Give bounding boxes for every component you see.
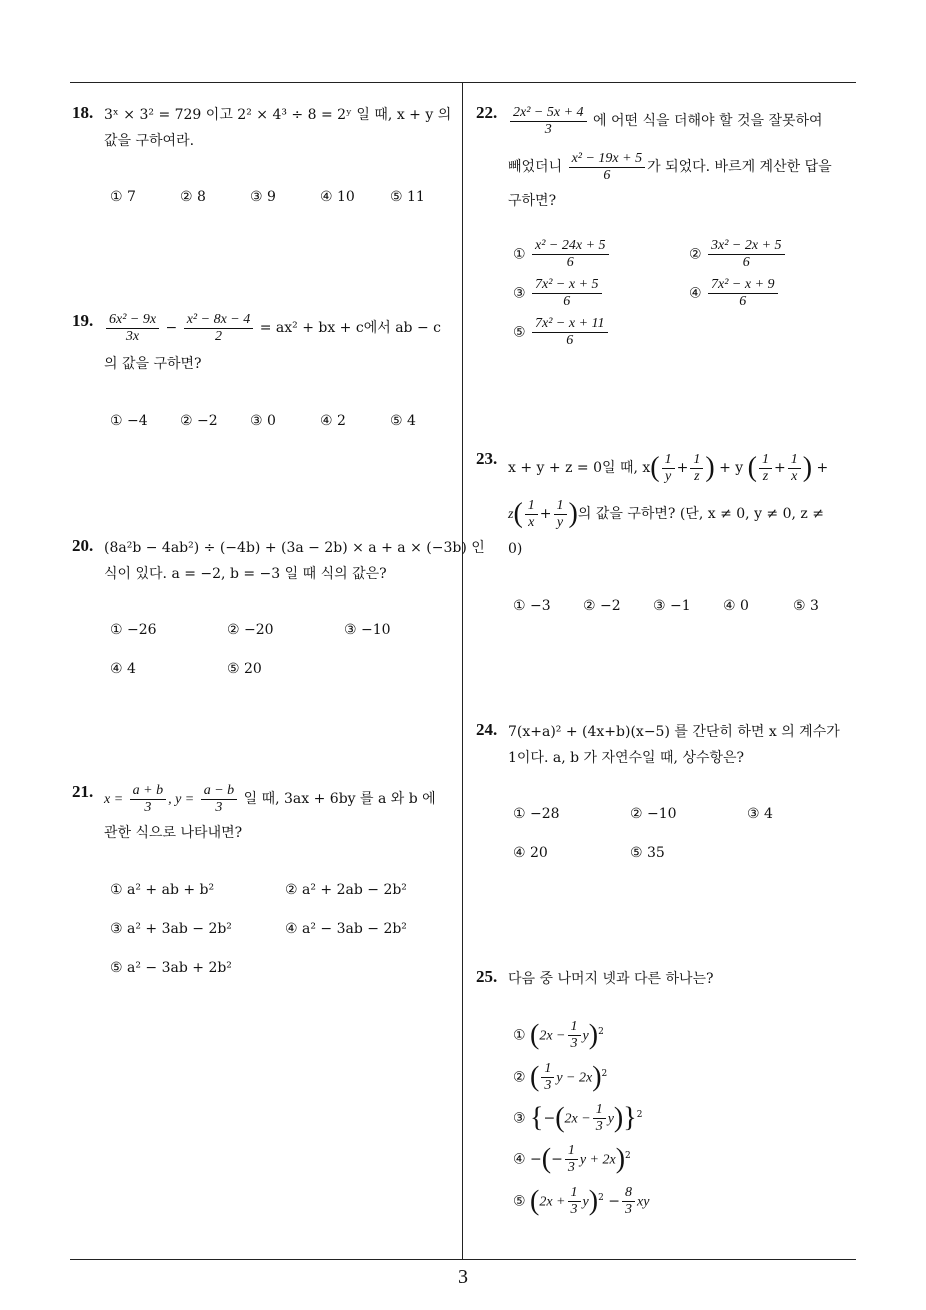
option[interactable]: ⑤ 35 [630,845,665,861]
option[interactable]: ② −2 [583,598,621,614]
option[interactable]: ⑤ 20 [227,661,262,677]
question-text: 1이다. a, b 가 자연수일 때, 상수항은? [508,750,745,766]
option[interactable]: ④ −(− $\frac{1}{3}$ y + 2x)$^2$ [513,1143,631,1176]
option[interactable]: ④ a² − 3ab − 2b² [285,921,407,937]
page-number: 3 [458,1266,468,1288]
option[interactable]: ② −10 [630,806,677,822]
fraction: $\frac{a + b}{3}$ [130,783,166,816]
option[interactable]: ① −26 [110,622,157,638]
option[interactable]: ⑤ 11 [390,189,425,205]
question-text: 관한 식으로 나타내면? [104,825,243,841]
question-number: 25. [476,967,498,986]
question-text: 의 값을 구하면? [104,356,202,372]
fraction: $\frac{\text{6x² − 9x}}{3x}$ [106,312,159,345]
question-text: x + y + z = 0일 때, x( $\frac{1}{y}$ + $\frac{1}{z}$ ) + y ( $\frac{1}{z}$ + $\frac{1}{x}$ ) + [508,451,829,484]
option[interactable]: ⑤ 3 [793,598,819,614]
option[interactable]: ② a² + 2ab − 2b² [285,882,407,898]
question-text: x = $\frac{a + b}{3}$ , y = $\frac{a - b}{3}$ 일 때, 3ax + 6by 를 a 와 b 에 [104,782,436,815]
question-text: z( $\frac{1}{x}$ + $\frac{1}{y}$ )의 값을 구하면? (단, x ≠ 0, y ≠ 0, z ≠ [508,497,824,530]
question-number: 20. [72,536,94,555]
option[interactable]: ③ 4 [747,806,773,822]
option[interactable]: ① −4 [110,413,148,429]
question-text: 빼었더니 $\frac{\text{x² − 19x + 5}}{6}$ 가 되었다. 바르게 계산한 답을 [508,150,832,183]
fraction: $\frac{\text{x² − 8x − 4}}{2}$ [184,312,254,345]
question-text: 3ˣ × 3² = 729 이고 2² × 4³ ÷ 8 = 2ʸ 일 때, x + y 의 [104,107,452,123]
fraction: $\frac{\text{2x² − 5x + 4}}{3}$ [510,105,587,138]
option[interactable]: ④ 0 [723,598,749,614]
option[interactable]: ④ 4 [110,661,136,677]
question-number: 19. [72,311,94,330]
option[interactable]: ② $\frac{\text{3x² − 2x + 5}}{6}$ [689,238,787,271]
option[interactable]: ⑤ 4 [390,413,416,429]
question-text: 값을 구하여라. [104,133,195,149]
question-number: 21. [72,782,94,801]
option[interactable]: ⑤ (2x + $\frac{1}{3}$ y)$^2$ − $\frac{8}{3}$ xy [513,1185,650,1218]
question-number: 23. [476,449,498,468]
option[interactable]: ④ 20 [513,845,548,861]
question-text: 다음 중 나머지 넷과 다른 하나는? [508,971,714,987]
option[interactable]: ③ a² + 3ab − 2b² [110,921,232,937]
fraction: $\frac{a - b}{3}$ [201,783,237,816]
option[interactable]: ① (2x − $\frac{1}{3}$ y)$^2$ [513,1019,604,1052]
option[interactable]: ③ {−(2x − $\frac{1}{3}$ y)}$^2$ [513,1102,643,1135]
fraction: $\frac{\text{x² − 19x + 5}}{6}$ [569,151,646,184]
question-text: $\frac{\text{6x² − 9x}}{3x}$ − $\frac{\text{x² − 8x − 4}}{2}$ = ax² + bx + c에서 ab − c [104,310,441,346]
question-number: 24. [476,720,498,739]
option[interactable]: ② −2 [180,413,218,429]
option[interactable]: ③ 9 [250,189,276,205]
question-text: 구하면? [508,193,557,209]
option[interactable]: ③ 0 [250,413,276,429]
option[interactable]: ① −28 [513,806,560,822]
top-rule [70,82,856,83]
option[interactable]: ① $\frac{\text{x² − 24x + 5}}{6}$ [513,238,611,271]
option[interactable]: ③ −1 [653,598,691,614]
option[interactable]: ④ $\frac{\text{7x² − x + 9}}{6}$ [689,277,780,310]
option[interactable]: ④ 10 [320,189,355,205]
option[interactable]: ④ 2 [320,413,346,429]
bottom-rule [70,1259,856,1260]
option[interactable]: ⑤ $\frac{\text{7x² − x + 11}}{6}$ [513,316,610,349]
option[interactable]: ① 7 [110,189,136,205]
question-number: 18. [72,103,94,122]
question-text: 0) [508,541,523,557]
question-text: 7(x+a)² + (4x+b)(x−5) 를 간단히 하면 x 의 계수가 [508,724,840,740]
question-text: 식이 있다. a = −2, b = −3 일 때 식의 값은? [104,566,387,582]
option[interactable]: ① a² + ab + b² [110,882,215,898]
option[interactable]: ① −3 [513,598,551,614]
column-divider [462,83,463,1259]
question-text: (8a²b − 4ab²) ÷ (−4b) + (3a − 2b) × a + a × (−3b) 인 [104,540,485,556]
question-text: $\frac{\text{2x² − 5x + 4}}{3}$ 에 어떤 식을 더해야 할 것을 잘못하여 [508,103,823,139]
option[interactable]: ② ( $\frac{1}{3}$ y − 2x)$^2$ [513,1061,608,1094]
option[interactable]: ⑤ a² − 3ab + 2b² [110,960,232,976]
option[interactable]: ② 8 [180,189,206,205]
option[interactable]: ③ $\frac{\text{7x² − x + 5}}{6}$ [513,277,604,310]
question-number: 22. [476,103,498,122]
option[interactable]: ② −20 [227,622,274,638]
option[interactable]: ③ −10 [344,622,391,638]
